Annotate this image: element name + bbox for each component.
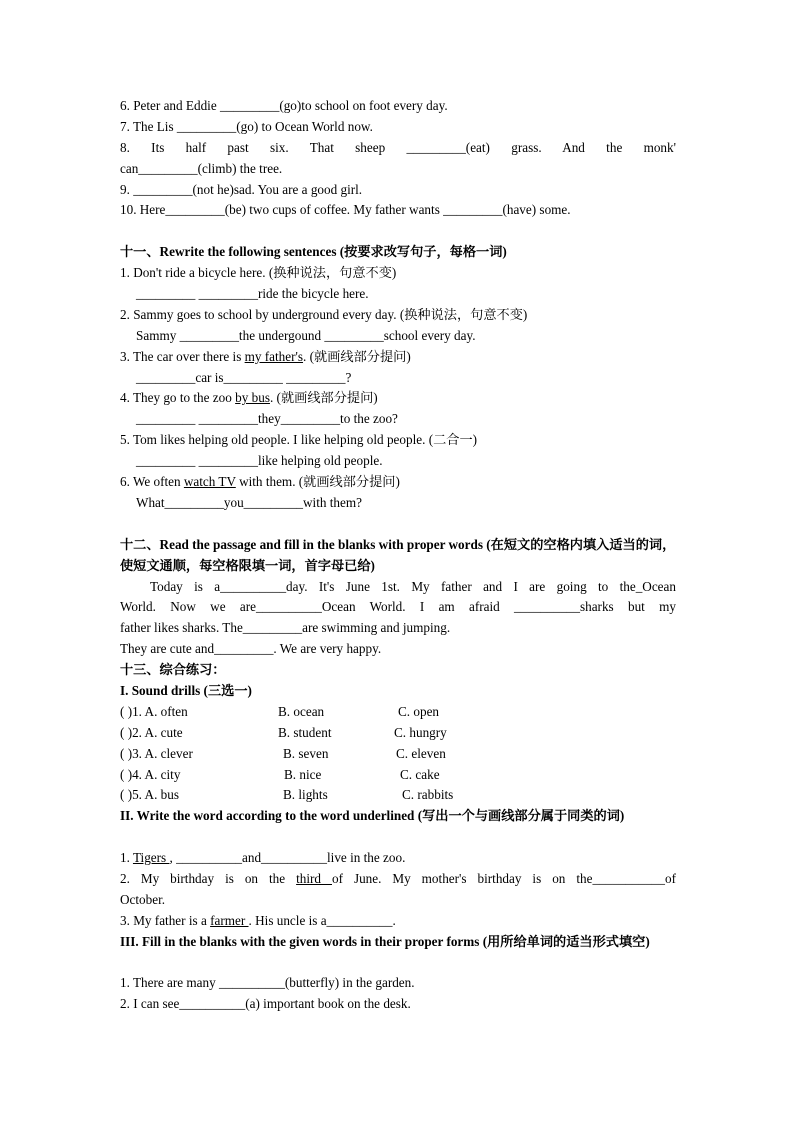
proper-forms-q2: 2. I can see__________(a) important book on the desk. [120,996,411,1012]
word-category-q1-underlined: Tigers [132,850,170,866]
word-category-q2-text: 2. My birthday is on the [120,870,297,886]
rewrite-q6-instruction: with them. (就画线部分提问) [235,474,400,490]
rewrite-q5: 5. Tom likes helping old people. I like helping old people. (二合一) [120,432,478,448]
passage-line-4: They are cute and_________. We are very happy. [120,641,382,657]
rewrite-q4-underlined: by bus [235,390,270,406]
word-category-q3-rest: . His uncle is a__________. [248,912,396,928]
exercise-line-9: 9. _________(not he)sad. You are a good girl. [120,181,363,197]
sound-drill-row [120,744,676,765]
rewrite-q6-underlined: watch TV [183,474,236,490]
rewrite-q2-answer: Sammy _________the undergound _________school every day. [136,327,476,343]
drill-option-c: C. open [398,703,440,719]
drill-option-a: ( )3. A. clever [120,745,193,761]
drill-option-c: C. eleven [396,745,446,761]
sound-drill-row [120,765,676,786]
word-category-q2 [120,869,676,890]
passage-line-3: father likes sharks. The_________are swimming and jumping. [120,620,451,636]
word-category-q1 [120,848,676,869]
word-category-heading: II. Write the word according to the word underlined (写出一个与画线部分属于同类的词) [120,808,625,824]
exercise-line-10: 10. Here_________(be) two cups of coffee. My father wants _________(have) some. [120,202,571,218]
drill-option-b: B. lights [283,787,328,803]
rewrite-q4-instruction: . (就画线部分提问) [269,390,378,406]
rewrite-q2: 2. Sammy goes to school by underground every day. (换种说法，句意不变) [120,306,528,322]
passage-line-1: Today is a__________day. It's June 1st. My father and I are going to the_Ocean [150,578,676,594]
passage-line-2: World. Now we are__________Ocean World. I am afraid __________sharks but my [120,599,676,615]
word-category-q1-text: , __________and__________live in the zoo. [169,850,406,866]
rewrite-q4-text: 4. They go to the zoo [120,390,236,406]
drill-option-b: B. seven [283,745,329,761]
exercise-line-6: 6. Peter and Eddie _________(go)to school on foot every day. [120,98,448,113]
drill-option-c: C. cake [400,766,440,782]
rewrite-q1: 1. Don't ride a bicycle here. (换种说法，句意不变) [120,265,397,281]
rewrite-q3-underlined: my father's [244,348,304,364]
rewrite-q4-answer: _________ _________they_________to the zoo? [136,411,398,427]
drill-option-a: ( )4. A. city [120,766,181,782]
rewrite-q3-instruction: . (就画线部分提问) [303,348,411,364]
word-category-q3-text: 3. My father is a [120,912,211,928]
section-11-heading: 十一、Rewrite the following sentences (按要求改写句子，每格一词) [120,244,507,260]
word-category-q2-underlined: third [296,870,332,886]
sound-drills-heading: I. Sound drills (三选一) [120,682,252,698]
word-category-q3 [120,911,676,932]
rewrite-q4 [120,388,676,409]
drill-option-a: ( )5. A. bus [120,787,179,803]
drill-option-c: C. rabbits [402,787,454,803]
word-category-q1-num: 1. [120,850,133,866]
sound-drill-row [120,723,676,744]
sound-drill-row [120,785,676,806]
sound-drill-row [120,702,676,723]
exercise-line-7: 7. The Lis _________(go) to Ocean World now. [120,118,373,134]
rewrite-q1-answer: _________ _________ride the bicycle here. [136,286,369,302]
word-category-q2-rest: of June. My mother's birthday is on the___________of [331,870,676,886]
section-12-heading: 十二、Read the passage and fill in the blanks with proper words (在短文的空格内填入适当的词，使短文通顺，每空格限填一词，首字母已给) [120,536,676,573]
drill-option-a: ( )1. A. often [120,703,188,719]
rewrite-q6-answer: What_________you_________with them? [136,494,362,510]
rewrite-q6-text: 6. We often [120,474,184,490]
proper-forms-q1: 1. There are many __________(butterfly) in the garden. [120,975,415,991]
rewrite-q3-answer: _________car is_________ _________? [136,369,352,385]
rewrite-q5-answer: _________ _________like helping old people. [136,453,383,469]
section-13-heading: 十三、综合练习： [120,662,226,678]
exercise-line-8-cont: can_________(climb) the tree. [120,160,283,176]
drill-option-b: B. student [278,724,332,740]
drill-option-b: B. ocean [278,703,325,719]
rewrite-q6 [120,472,676,493]
rewrite-q3 [120,347,676,368]
proper-forms-heading: III. Fill in the blanks with the given words in their proper forms (用所给单词的适当形式填空) [120,933,650,949]
word-category-q3-underlined: farmer [210,912,249,928]
drill-option-c: C. hungry [394,724,447,740]
word-category-q2-cont: October. [120,891,166,907]
worksheet-page [120,96,676,1015]
rewrite-q3-text: 3. The car over there is [120,348,245,364]
spacer [120,221,676,242]
drill-option-a: ( )2. A. cute [120,724,183,740]
spacer [120,514,676,535]
exercise-line-8: 8. Its half past six. That sheep _________(eat) grass. And the monk' [120,139,676,155]
drill-option-b: B. nice [284,766,322,782]
